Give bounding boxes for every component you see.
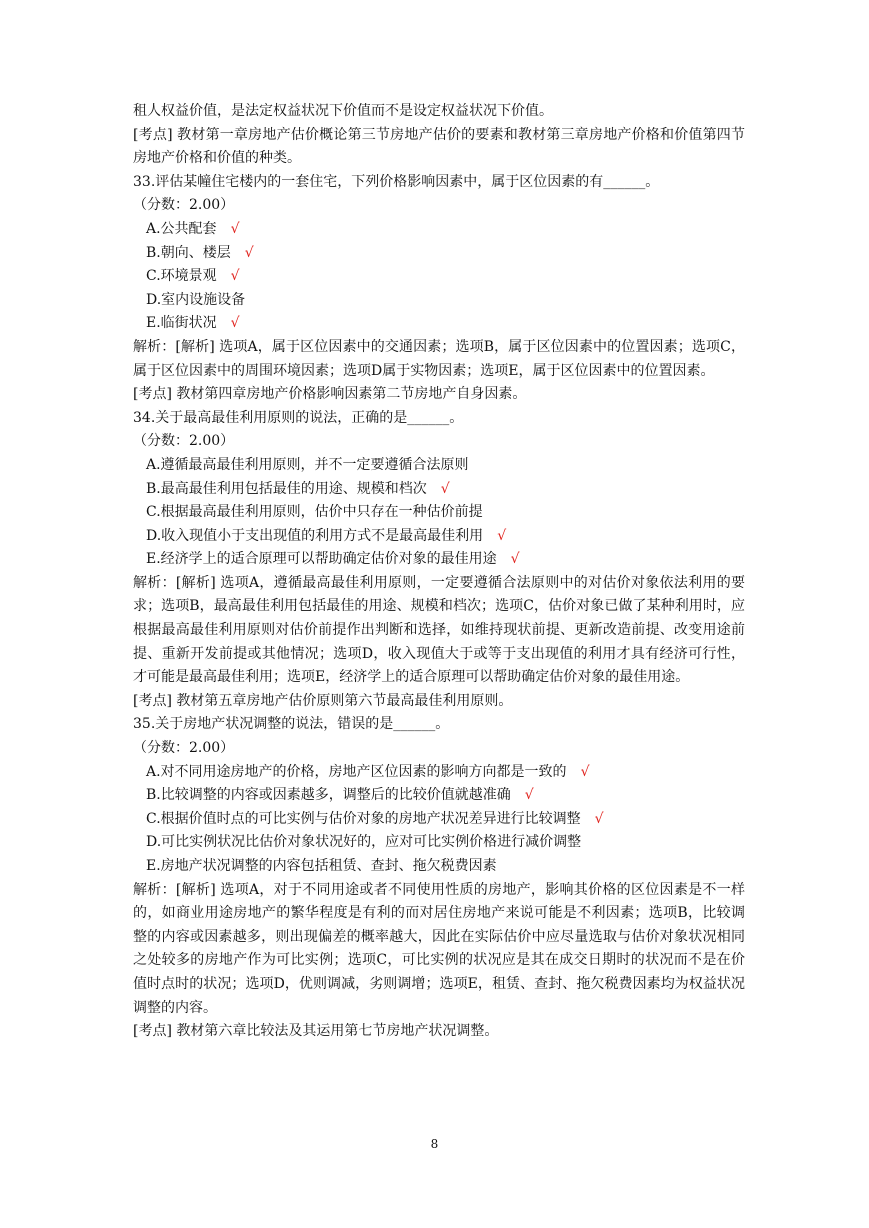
question-34-option-d bbox=[133, 525, 745, 549]
question-33-option-b bbox=[133, 242, 745, 266]
option-label: B.朝向、楼层 bbox=[146, 244, 231, 261]
kaodian-note: [考点] 教材第一章房地产估价概论第三节房地产估价的要素和教材第三章房地产价格和价值第四节房地产价格和价值的种类。 bbox=[133, 126, 745, 167]
option-label: E.房地产状况调整的内容包括租赁、查封、拖欠税费因素 bbox=[146, 858, 497, 874]
checkmark-icon: √ bbox=[580, 763, 590, 780]
checkmark-icon: √ bbox=[230, 268, 240, 285]
page-number: 8 bbox=[430, 1137, 439, 1151]
question-35-option-e bbox=[133, 855, 745, 879]
page-content bbox=[133, 100, 745, 1044]
question-35-title: 35.关于房地产状况调整的说法，错误的是______。 bbox=[133, 716, 450, 733]
option-label: B.比较调整的内容或因素越多，调整后的比较价值就越准确 bbox=[146, 787, 511, 804]
checkmark-icon: √ bbox=[230, 220, 240, 237]
intro-line: 租人权益价值，是法定权益状况下价值而不是设定权益状况下价值。 bbox=[133, 103, 553, 119]
question-34-option-e bbox=[133, 548, 745, 572]
question-33-kaodian: [考点] 教材第四章房地产价格影响因素第二节房地产自身因素。 bbox=[133, 386, 527, 403]
option-label: B.最高最佳利用包括最佳的用途、规模和档次 bbox=[146, 480, 427, 497]
question-34-option-c bbox=[133, 501, 745, 525]
checkmark-icon: √ bbox=[244, 244, 254, 261]
option-label: D.收入现值小于支出现值的利用方式不是最高最佳利用 bbox=[146, 527, 484, 544]
question-34-title: 34.关于最高最佳利用原则的说法，正确的是______。 bbox=[133, 409, 464, 426]
question-33-option-a bbox=[133, 218, 745, 242]
checkmark-icon: √ bbox=[524, 787, 534, 804]
question-35-option-a bbox=[133, 761, 745, 785]
question-34-kaodian: [考点] 教材第五章房地产估价原则第六节最高最佳利用原则。 bbox=[133, 692, 513, 709]
question-35-analysis: 解析：[解析] 选项A，对于不同用途或者不同使用性质的房地产，影响其价格的区位因素是不一样的，如商业用途房地产的繁华程度是有利的而对居住房地产来说可能是不利因素；选项B，比较调整的内容或因素越多，则出现偏差的概率越大，因此在实际估价中应尽量选取与估价对象状况相同之处较多的房地产作为可比实例；选项C，可比实例的状况应是其在成交日期时的状况而不是在价值时点时的状况；选项D，优则调减，劣则调增；选项E，租赁、查封、拖欠税费因素均为权益状况调整的内容。 bbox=[133, 881, 745, 1016]
option-label: C.根据价值时点的可比实例与估价对象的房地产状况差异进行比较调整 bbox=[146, 810, 581, 827]
question-35-option-b bbox=[133, 784, 745, 808]
question-33-score: （分数：2.00） bbox=[133, 197, 235, 214]
question-34-option-b bbox=[133, 478, 745, 502]
option-label: A.对不同用途房地产的价格，房地产区位因素的影响方向都是一致的 bbox=[146, 763, 567, 780]
option-label: D.可比实例状况比估价对象状况好的，应对可比实例价格进行减价调整 bbox=[146, 834, 582, 851]
option-label: D.室内设施设备 bbox=[146, 291, 246, 308]
option-label: C.环境景观 bbox=[146, 268, 217, 285]
question-33-option-c bbox=[133, 265, 745, 289]
question-33-option-d bbox=[133, 289, 745, 313]
option-label: C.根据最高最佳利用原则，估价中只存在一种估价前提 bbox=[146, 504, 483, 521]
question-34-option-a bbox=[133, 454, 745, 478]
question-35-kaodian: [考点] 教材第六章比较法及其运用第七节房地产状况调整。 bbox=[133, 1023, 499, 1040]
option-label: E.临街状况 bbox=[146, 315, 217, 332]
question-35-option-d bbox=[133, 831, 745, 855]
question-34-analysis: 解析：[解析] 选项A，遵循最高最佳利用原则，一定要遵循合法原则中的对估价对象依法利用的要求；选项B，最高最佳利用包括最佳的用途、规模和档次；选项C，估价对象已做了某种利用时，应根据最高最佳利用原则对估价前提作出判断和选择，如维持现状前提、更新改造前提、改变用途前提、重新开发前提或其他情况；选项D，收入现值大于或等于支出现值的利用才具有经济可行性，才可能是最高最佳利用；选项E，经济学上的适合原理可以帮助确定估价对象的最佳用途。 bbox=[133, 574, 745, 686]
checkmark-icon: √ bbox=[440, 480, 450, 497]
checkmark-icon: √ bbox=[230, 315, 240, 332]
question-35-option-c bbox=[133, 808, 745, 832]
option-label: E.经济学上的适合原理可以帮助确定估价对象的最佳用途 bbox=[146, 551, 497, 568]
question-35-score: （分数：2.00） bbox=[133, 740, 235, 757]
question-33-title: 33.评估某幢住宅楼内的一套住宅，下列价格影响因素中，属于区位因素的有______。 bbox=[133, 173, 660, 190]
option-label: A.遵循最高最佳利用原则，并不一定要遵循合法原则 bbox=[146, 456, 469, 473]
checkmark-icon: √ bbox=[510, 551, 520, 568]
checkmark-icon: √ bbox=[594, 810, 604, 827]
question-34-score: （分数：2.00） bbox=[133, 433, 235, 450]
question-33-analysis: 解析：[解析] 选项A，属于区位因素中的交通因素；选项B，属于区位因素中的位置因素；选项C，属于区位因素中的周围环境因素；选项D属于实物因素；选项E，属于区位因素中的位置因素。 bbox=[133, 338, 745, 379]
question-33-option-e bbox=[133, 312, 745, 336]
option-label: A.公共配套 bbox=[146, 220, 217, 237]
checkmark-icon: √ bbox=[497, 527, 507, 544]
